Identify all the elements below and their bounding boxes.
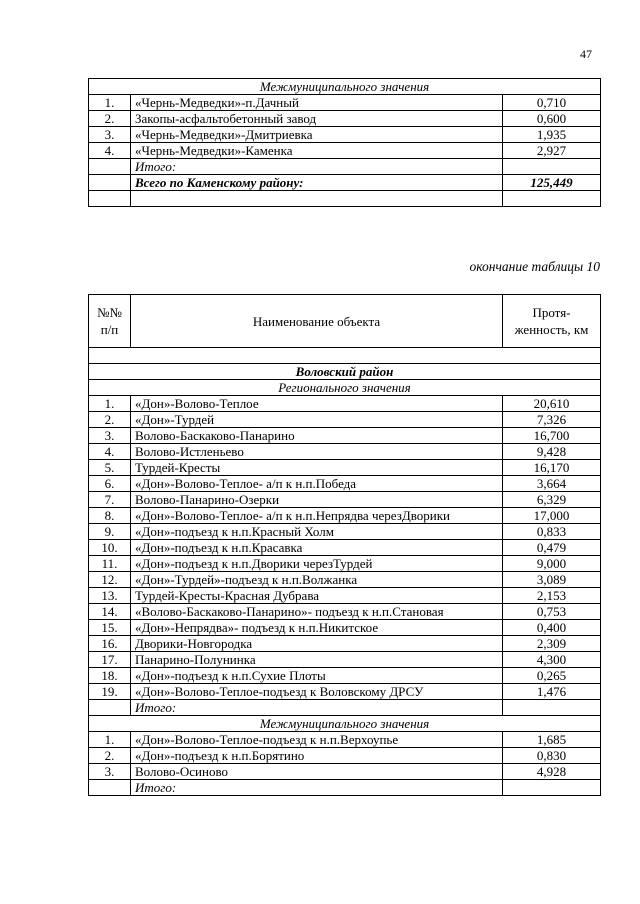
table-row: [89, 95, 601, 111]
row-length: 1,935: [503, 127, 601, 143]
table-kamensky-intermunicipal: [88, 78, 601, 207]
row-length: 1,476: [503, 684, 601, 700]
row-name: «Дон»-подъезд к н.п.Красный Холм: [131, 524, 503, 540]
row-name: «Чернь-Медведки»-Каменка: [131, 143, 503, 159]
row-name: Волово-Баскаково-Панарино: [131, 428, 503, 444]
row-number: 16.: [89, 636, 131, 652]
row-number: 9.: [89, 524, 131, 540]
table-row: [89, 572, 601, 588]
itogo2-value: [503, 780, 601, 796]
row-number: 2.: [89, 111, 131, 127]
row-number: 4.: [89, 444, 131, 460]
row-number: 2.: [89, 748, 131, 764]
section-row: [89, 79, 601, 95]
table-row: [89, 732, 601, 748]
table-row: [89, 604, 601, 620]
row-length: 0,600: [503, 111, 601, 127]
empty-cell: [89, 191, 131, 207]
empty-cell: [89, 175, 131, 191]
row-length: 0,400: [503, 620, 601, 636]
row-number: 6.: [89, 476, 131, 492]
row-name: «Чернь-Медведки»-Дмитриевка: [131, 127, 503, 143]
table-caption: окончание таблицы 10: [469, 259, 600, 274]
row-number: 3.: [89, 127, 131, 143]
itogo-label: Итого:: [131, 159, 503, 175]
row-name: Турдей-Кресты-Красная Дубрава: [131, 588, 503, 604]
row-length: 0,753: [503, 604, 601, 620]
header-name: Наименование объекта: [131, 295, 503, 348]
blank-row: [89, 191, 601, 207]
intermunicipal-label-row: [89, 716, 601, 732]
table-volovsky: [88, 294, 601, 796]
section-row: [89, 380, 601, 396]
row-number: 15.: [89, 620, 131, 636]
total-label: Всего по Каменскому району:: [131, 175, 503, 191]
header-row: [89, 295, 601, 348]
row-length: 3,664: [503, 476, 601, 492]
row-number: 4.: [89, 143, 131, 159]
row-number: 1.: [89, 732, 131, 748]
row-length: 2,927: [503, 143, 601, 159]
row-length: 0,479: [503, 540, 601, 556]
row-length: 0,265: [503, 668, 601, 684]
table-row: [89, 636, 601, 652]
row-number: 1.: [89, 396, 131, 412]
row-name: «Чернь-Медведки»-п.Дачный: [131, 95, 503, 111]
itogo-row: [89, 159, 601, 175]
regional-label: Регионального значения: [89, 380, 601, 396]
itogo-label: Итого:: [131, 700, 503, 716]
table-row: [89, 588, 601, 604]
row-number: 8.: [89, 508, 131, 524]
row-number: 7.: [89, 492, 131, 508]
table-row: [89, 143, 601, 159]
row-length: 16,170: [503, 460, 601, 476]
row-length: 9,428: [503, 444, 601, 460]
row-name: Волово-Истленьево: [131, 444, 503, 460]
empty-cell: [89, 159, 131, 175]
row-number: 2.: [89, 412, 131, 428]
row-name: «Дон»-Волово-Теплое-подъезд к Воловскому ДРСУ: [131, 684, 503, 700]
row-name: «Дон»-Волово-Теплое- а/п к н.п.Победа: [131, 476, 503, 492]
row-number: 10.: [89, 540, 131, 556]
table-row: [89, 748, 601, 764]
row-number: 19.: [89, 684, 131, 700]
row-number: 5.: [89, 460, 131, 476]
row-length: 4,928: [503, 764, 601, 780]
row-length: 4,300: [503, 652, 601, 668]
table-row: [89, 412, 601, 428]
row-name: Закопы-асфальтобетонный завод: [131, 111, 503, 127]
row-name: Турдей-Кресты: [131, 460, 503, 476]
row-length: 2,309: [503, 636, 601, 652]
row-number: 17.: [89, 652, 131, 668]
blank-row: [89, 348, 601, 364]
table-row: [89, 540, 601, 556]
empty-cell: [89, 700, 131, 716]
itogo2-row: [89, 780, 601, 796]
table-row: [89, 556, 601, 572]
blank-label: [131, 191, 503, 207]
row-name: «Дон»-подъезд к н.п.Красавка: [131, 540, 503, 556]
row-number: 18.: [89, 668, 131, 684]
itogo-value: [503, 159, 601, 175]
row-name: Волово-Осиново: [131, 764, 503, 780]
row-name: «Дон»-Волово-Теплое- а/п к н.п.Непрядва черезДворики: [131, 508, 503, 524]
row-name: «Дон»-Волово-Теплое-подъезд к н.п.Верхоупье: [131, 732, 503, 748]
row-number: 3.: [89, 764, 131, 780]
blank-cell: [89, 348, 601, 364]
row-number: 11.: [89, 556, 131, 572]
row-length: 0,710: [503, 95, 601, 111]
table-row: [89, 524, 601, 540]
table-row: [89, 668, 601, 684]
row-length: 16,700: [503, 428, 601, 444]
row-name: «Дон»-Волово-Теплое: [131, 396, 503, 412]
district-row: [89, 364, 601, 380]
table-row: [89, 620, 601, 636]
row-number: 1.: [89, 95, 131, 111]
table-row: [89, 764, 601, 780]
total-row: [89, 175, 601, 191]
row-name: «Дон»-подъезд к н.п.Дворики черезТурдей: [131, 556, 503, 572]
table-row: [89, 460, 601, 476]
table-row: [89, 492, 601, 508]
row-number: 14.: [89, 604, 131, 620]
blank-value: [503, 191, 601, 207]
itogo2-label: Итого:: [131, 780, 503, 796]
row-number: 3.: [89, 428, 131, 444]
row-name: «Дон»-подъезд к н.п.Сухие Плоты: [131, 668, 503, 684]
table-row: [89, 652, 601, 668]
table-row: [89, 428, 601, 444]
row-number: 12.: [89, 572, 131, 588]
row-number: 13.: [89, 588, 131, 604]
total-value: 125,449: [503, 175, 601, 191]
table-row: [89, 444, 601, 460]
row-length: 1,685: [503, 732, 601, 748]
row-length: 9,000: [503, 556, 601, 572]
table-row: [89, 111, 601, 127]
itogo-row: [89, 700, 601, 716]
row-length: 0,830: [503, 748, 601, 764]
row-length: 7,326: [503, 412, 601, 428]
section-label: Межмуниципального значения: [89, 79, 601, 95]
table-row: [89, 127, 601, 143]
row-length: 0,833: [503, 524, 601, 540]
intermunicipal-label: Межмуниципального значения: [89, 716, 601, 732]
district-title: Воловский район: [89, 364, 601, 380]
table-row: [89, 476, 601, 492]
row-length: 20,610: [503, 396, 601, 412]
row-name: «Дон»-Турдей: [131, 412, 503, 428]
row-length: 17,000: [503, 508, 601, 524]
empty-cell: [89, 780, 131, 796]
row-name: «Дон»-Турдей»-подъезд к н.п.Волжанка: [131, 572, 503, 588]
row-name: «Дон»-подъезд к н.п.Борятино: [131, 748, 503, 764]
row-name: Волово-Панарино-Озерки: [131, 492, 503, 508]
row-length: 3,089: [503, 572, 601, 588]
page-number: 47: [580, 47, 592, 61]
row-length: 6,329: [503, 492, 601, 508]
itogo-value: [503, 700, 601, 716]
row-name: «Дон»-Непрядва»- подъезд к н.п.Никитское: [131, 620, 503, 636]
table-row: [89, 684, 601, 700]
header-num: №№ п/п: [89, 295, 131, 348]
table-row: [89, 396, 601, 412]
row-length: 2,153: [503, 588, 601, 604]
table-row: [89, 508, 601, 524]
header-length: Протя-женность, км: [503, 295, 601, 348]
row-name: «Волово-Баскаково-Панарино»- подъезд к н.п.Становая: [131, 604, 503, 620]
row-name: Панарино-Полунинка: [131, 652, 503, 668]
row-name: Дворики-Новгородка: [131, 636, 503, 652]
